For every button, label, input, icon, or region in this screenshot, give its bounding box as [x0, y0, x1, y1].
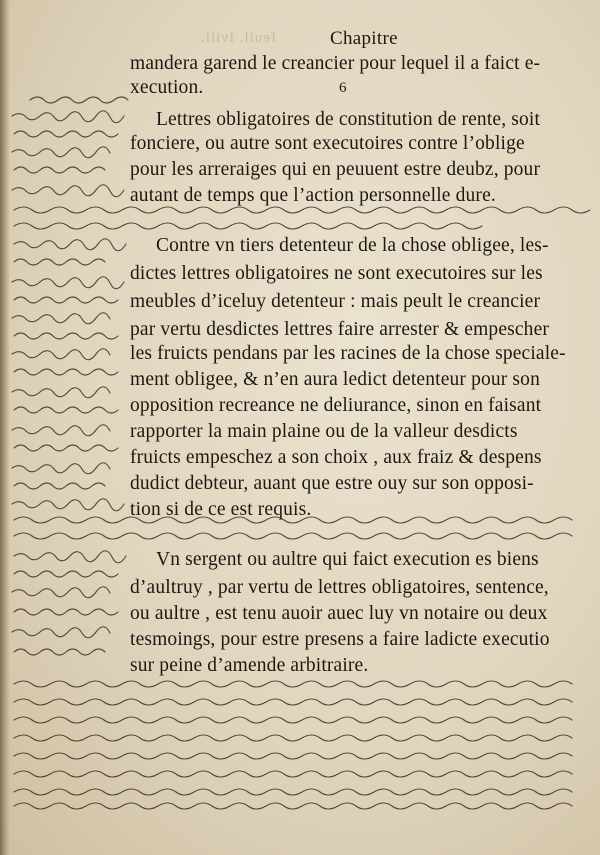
running-header: Chapitre [330, 28, 398, 49]
text-line: rapporter la main plaine ou de la valleur desdicts [130, 421, 518, 442]
page-number: 6 [339, 80, 347, 96]
text-line: meubles d’iceluy detenteur : mais peult le creancier [130, 291, 541, 312]
text-line: les fruicts pendans par les racines de la chose speciale- [130, 343, 566, 364]
text-line: opposition recreance ne deliurance, sinon en faisant [130, 395, 542, 416]
text-line: dudict debteur, auant que estre ouy sur son opposi- [130, 473, 534, 494]
text-line: pour les arreraiges qui en peuuent estre deubz, pour [130, 159, 541, 180]
text-line: tion si de ce est requis. [130, 499, 312, 520]
text-line: Vn sergent ou aultre qui faict execution es biens [156, 549, 539, 570]
text-line: dictes lettres obligatoires ne sont executoires sur les [130, 263, 543, 284]
text-line: tesmoings, pour estre presens a faire ladicte executio [130, 629, 550, 650]
text-line: Lettres obligatoires de constitution de rente, soit [156, 109, 541, 130]
text-line: xecution. [130, 77, 204, 98]
text-line: d’aultruy , par vertu de lettres obligatoires, sentence, [130, 577, 549, 598]
text-line: autant de temps que l’action personnelle dure. [130, 185, 496, 206]
text-line: sur peine d’amende arbitraire. [130, 655, 369, 676]
text-line: Contre vn tiers detenteur de la chose obligee, les- [156, 235, 549, 256]
text-line: fruicts empeschez a son choix , aux fraiz & despens [130, 447, 542, 468]
text-line: par vertu desdictes lettres faire arrester & empescher [130, 319, 550, 340]
text-line: ou aultre , est tenu auoir auec luy vn notaire ou deux [130, 603, 548, 624]
show-through-text: feuil. lviii. [200, 30, 276, 46]
text-line: fonciere, ou autre sont executoires contre l’oblige [130, 133, 525, 154]
text-line: mandera garend le creancier pour lequel il a faict e- [130, 53, 541, 74]
text-line: ment obligee, & n’en aura ledict detenteur pour son [130, 369, 540, 390]
